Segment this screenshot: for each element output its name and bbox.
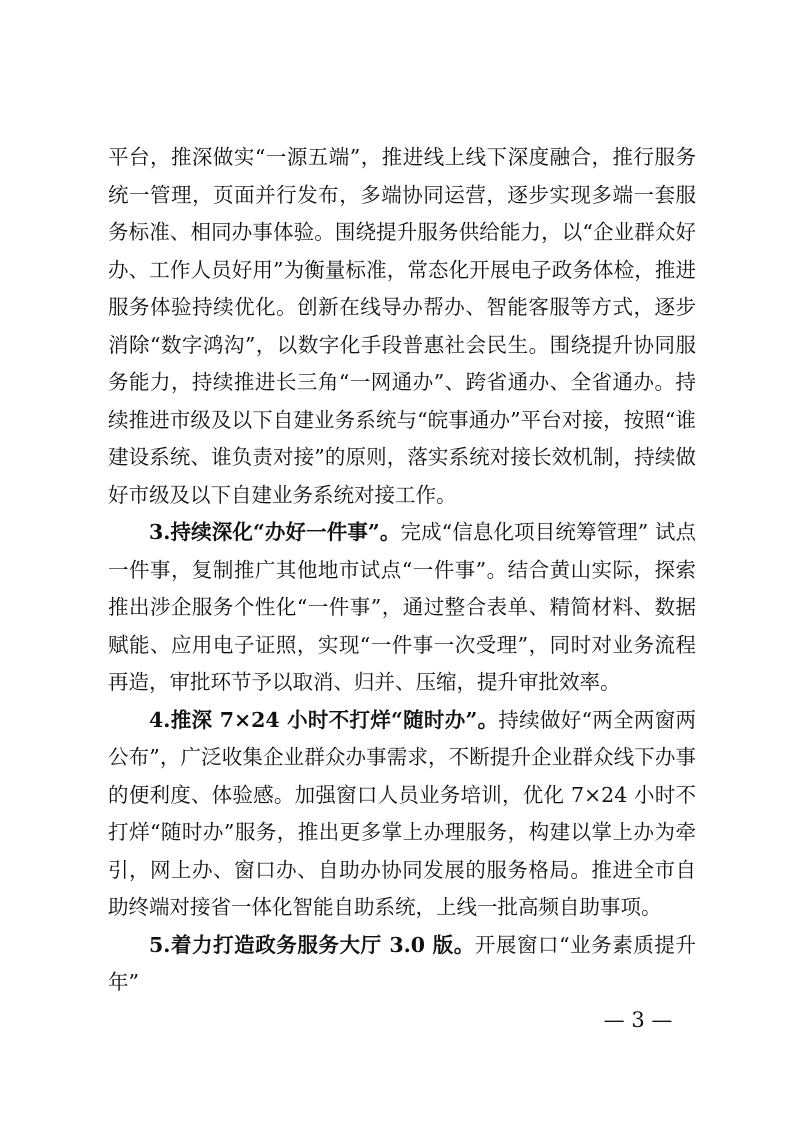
page-number: — 3 — bbox=[603, 1008, 673, 1032]
paragraph-heading: 4.推深 7×24 小时不打烊“随时办”。 bbox=[149, 707, 499, 732]
paragraph-heading: 3.持续深化“办好一件事”。 bbox=[149, 520, 401, 544]
paragraph-item-3 bbox=[108, 514, 696, 702]
paragraph-continuation bbox=[108, 139, 696, 514]
paragraph-heading: 5.着力打造政务服务大厅 3.0 版。 bbox=[149, 932, 475, 957]
body-text bbox=[108, 139, 696, 1002]
paragraph-item-5 bbox=[108, 927, 696, 1002]
paragraph-text: 开展窗口“业务素质提升年” bbox=[108, 932, 696, 994]
paragraph-item-4 bbox=[108, 702, 696, 927]
paragraph-text: 平台，推深做实“一源五端”，推进线上线下深度融合，推行服务统一管理，页面并行发布，多端协同运营，逐步实现多端一套服务标准、相同办事体验。围绕提升服务供给能力，以“企业群众好办、工作人员好用”为衡量标准，常态化开展电子政务体检，推进服务体验持续优化。创新在线导办帮办、智能客服等方式，逐步消除“数字鸿沟”，以数字化手段普惠社会民生。围绕提升协同服务能力，持续推进长三角“一网通办”、跨省通办、全省通办。持续推进市级及以下自建业务系统与“皖事通办”平台对接，按照“谁建设系统、谁负责对接”的原则，落实系统对接长效机制，持续做好市级及以下自建业务系统对接工作。 bbox=[108, 145, 696, 507]
paragraph-text: 完成“信息化项目统筹管理” 试点一件事，复制推广其他地市试点“一件事”。结合黄山实际，探索推出涉企服务个性化“一件事”，通过整合表单、精简材料、数据赋能、应用电子证照，实现“一件事一次受理”，同时对业务流程再造，审批环节予以取消、归并、压缩，提升审批效率。 bbox=[108, 520, 697, 694]
paragraph-text: 持续做好“两全两窗两公布”，广泛收集企业群众办事需求，不断提升企业群众线下办事的便利度、体验感。加强窗口人员业务培训，优化 7×24 小时不打烊“随时办”服务，推出更多掌上办理服务，构建以掌上办为牵引，网上办、窗口办、自助办协同发展的服务格局。推进全市自助终端对接省一体化智能自助系统，上线一批高频自助事项。 bbox=[108, 707, 696, 919]
